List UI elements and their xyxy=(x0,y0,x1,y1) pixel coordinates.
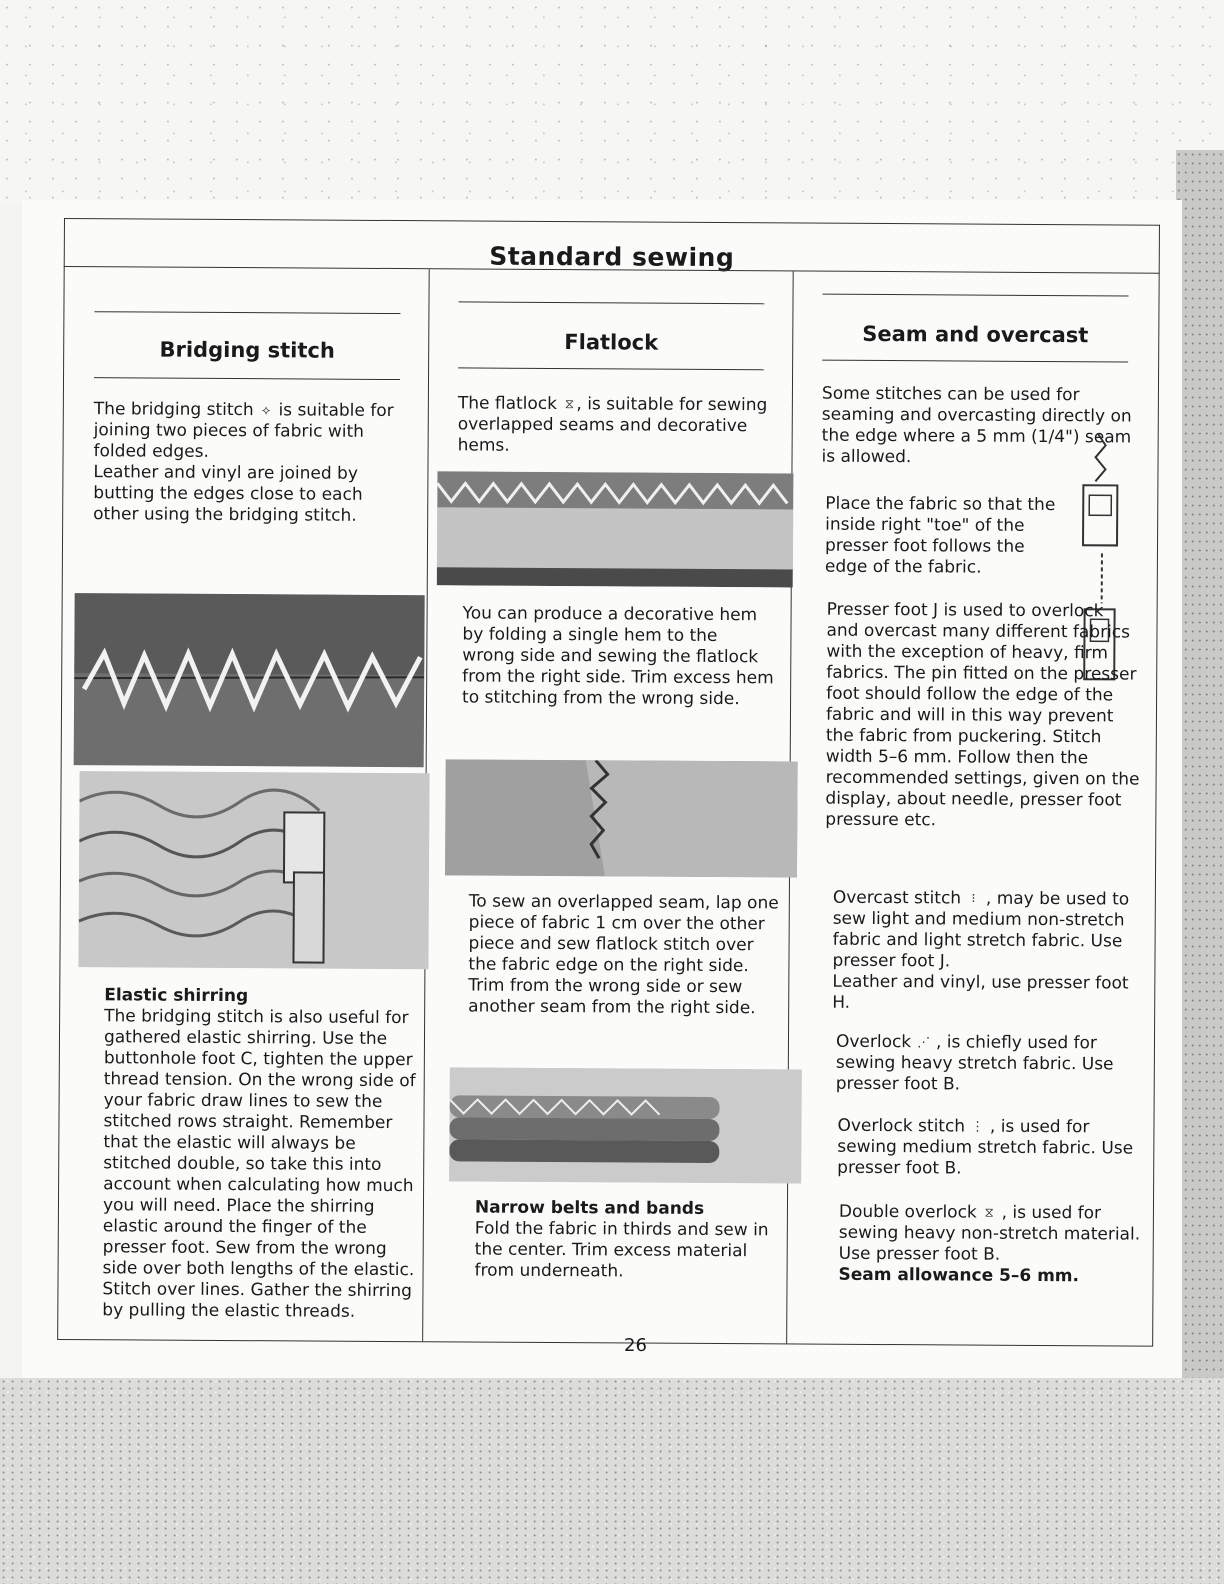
overlock-block xyxy=(836,1032,1144,1097)
heading-seam-overcast: Seam and overcast xyxy=(862,321,1089,348)
page-title: Standard sewing xyxy=(489,241,735,273)
title-bar xyxy=(64,218,1160,274)
bridging-intro-b: is suitable for joining two pieces of fabric with folded edges. xyxy=(93,400,394,462)
narrow-belts-photo xyxy=(449,1067,802,1183)
leather-vinyl-text: Leather and vinyl, use presser foot H. xyxy=(832,971,1129,1013)
overlock-stitch-b: , is used for sewing medium stretch fabric. Use presser foot B. xyxy=(837,1116,1134,1179)
elastic-shirring-photo xyxy=(78,771,429,969)
overlapped-seam-text: To sew an overlapped seam, lap one piece of fabric 1 cm over the other piece and sew flatlock stitch over the fabric edge on the right side. Trim from the wrong side or sew another seam from the right side. xyxy=(468,891,779,1019)
elastic-shirring-heading: Elastic shirring xyxy=(104,985,249,1007)
overlock-stitch-icon: ⋮ xyxy=(970,1119,985,1135)
content-frame xyxy=(57,218,1184,1347)
heading-bridging-stitch: Bridging stitch xyxy=(159,337,335,363)
column-seam-overcast xyxy=(786,271,1159,1345)
overcast-a: Overcast stitch xyxy=(832,887,962,909)
foot-j-text-top xyxy=(825,599,1140,832)
scan-margin-top xyxy=(0,0,1224,205)
divider xyxy=(822,360,1128,363)
overlapped-seam-photo xyxy=(445,759,798,877)
decorative-hem-text: You can produce a decorative hem by folding a single hem to the wrong side and sewing the flatlock from the right side. Trim excess hem to stitching from the wrong side. xyxy=(462,603,774,710)
elastic-shirring-text: The bridging stitch is also useful for gathered elastic shirring. Use the buttonhole foot C, tighten the upper thread tension. On the wrong side of your fabric draw lines to sew the stitched rows straight. Remember that the elastic will always be stitched double, so take this into account when calculating how much you will need. Place the shirring elastic around the finger of the presser foot. Sew from the wrong side over both lengths of the elastic. Stitch over lines. Gather the shirring by pulling the elastic threads. xyxy=(102,1006,416,1322)
narrow-belts-text: Fold the fabric in thirds and sew in the center. Trim excess material from underneath. xyxy=(474,1218,769,1282)
column-flatlock xyxy=(422,269,794,1343)
double-overlock-icon: ⧖ xyxy=(984,1205,994,1221)
bridging-intro-a: The bridging stitch xyxy=(93,399,254,421)
bridging-intro-c: Leather and vinyl are joined by butting the edges close to each other using the bridging stitch. xyxy=(93,462,363,526)
overlock-stitch-block xyxy=(837,1116,1145,1181)
overlock-icon: ⋰ xyxy=(917,1034,931,1050)
divider xyxy=(458,367,764,370)
bridging-intro xyxy=(93,399,406,527)
page-number: 26 xyxy=(624,1335,647,1356)
columns xyxy=(57,266,1160,1347)
heading-flatlock: Flatlock xyxy=(564,330,659,355)
column-bridging-stitch xyxy=(58,267,430,1341)
overcast-b: , may be used to sew light and medium non-stretch fabric and light stretch fabric. Use presser foot J. xyxy=(832,888,1130,972)
flatlock-stitch-icon: ⧖ xyxy=(564,396,575,412)
flatlock-intro-b: , is suitable for sewing overlapped seams and decorative hems. xyxy=(457,394,768,456)
double-overlock-a: Double overlock xyxy=(838,1201,977,1223)
flatlock-hem-photo xyxy=(437,471,794,587)
overcast-stitch-icon: ⁝ xyxy=(971,891,976,907)
double-overlock-b: , is used for sewing heavy non-stretch material. Use presser foot B. xyxy=(838,1202,1141,1265)
seam-place-text: Place the fabric so that the inside right "toe" of the presser foot follows the edge of the fabric. xyxy=(824,493,1056,578)
seam-intro: Some stitches can be used for seaming and overcasting directly on the edge where a 5 mm (1/4") seam is allowed. xyxy=(821,383,1132,468)
scan-margin-bottom xyxy=(0,1378,1224,1584)
seam-allowance-text: Seam allowance 5–6 mm. xyxy=(838,1264,1080,1287)
bridging-stitch-photo xyxy=(74,593,425,767)
overlock-a: Overlock xyxy=(835,1031,912,1053)
narrow-belts-block xyxy=(475,1198,788,1284)
elastic-shirring-block xyxy=(102,985,416,1323)
overcast-stitch-block xyxy=(832,888,1143,1016)
double-overlock-block xyxy=(838,1202,1147,1288)
divider xyxy=(94,311,400,314)
narrow-belts-heading: Narrow belts and bands xyxy=(474,1197,705,1219)
flatlock-intro xyxy=(458,393,770,458)
foot-j-text: Presser foot J is used to overlock and overcast many different fabrics with the exception of heavy, firm fabrics. The pin fitted on the presser foot should follow the edge of the fabric and will in this way prevent the fabric from puckering. Stitch width 5–6 mm. Follow then the recommended settings, given on the display, about needle, presser foot pressure etc. xyxy=(825,599,1140,831)
overlock-stitch-a: Overlock stitch xyxy=(837,1115,966,1137)
overlock-b: , is chiefly used for sewing heavy stretch fabric. Use presser foot B. xyxy=(835,1032,1114,1095)
divider xyxy=(823,294,1129,297)
flatlock-intro-a: The flatlock xyxy=(457,393,558,415)
divider xyxy=(458,301,764,304)
bridging-stitch-icon: ⟡ xyxy=(261,402,271,418)
divider xyxy=(94,377,400,380)
